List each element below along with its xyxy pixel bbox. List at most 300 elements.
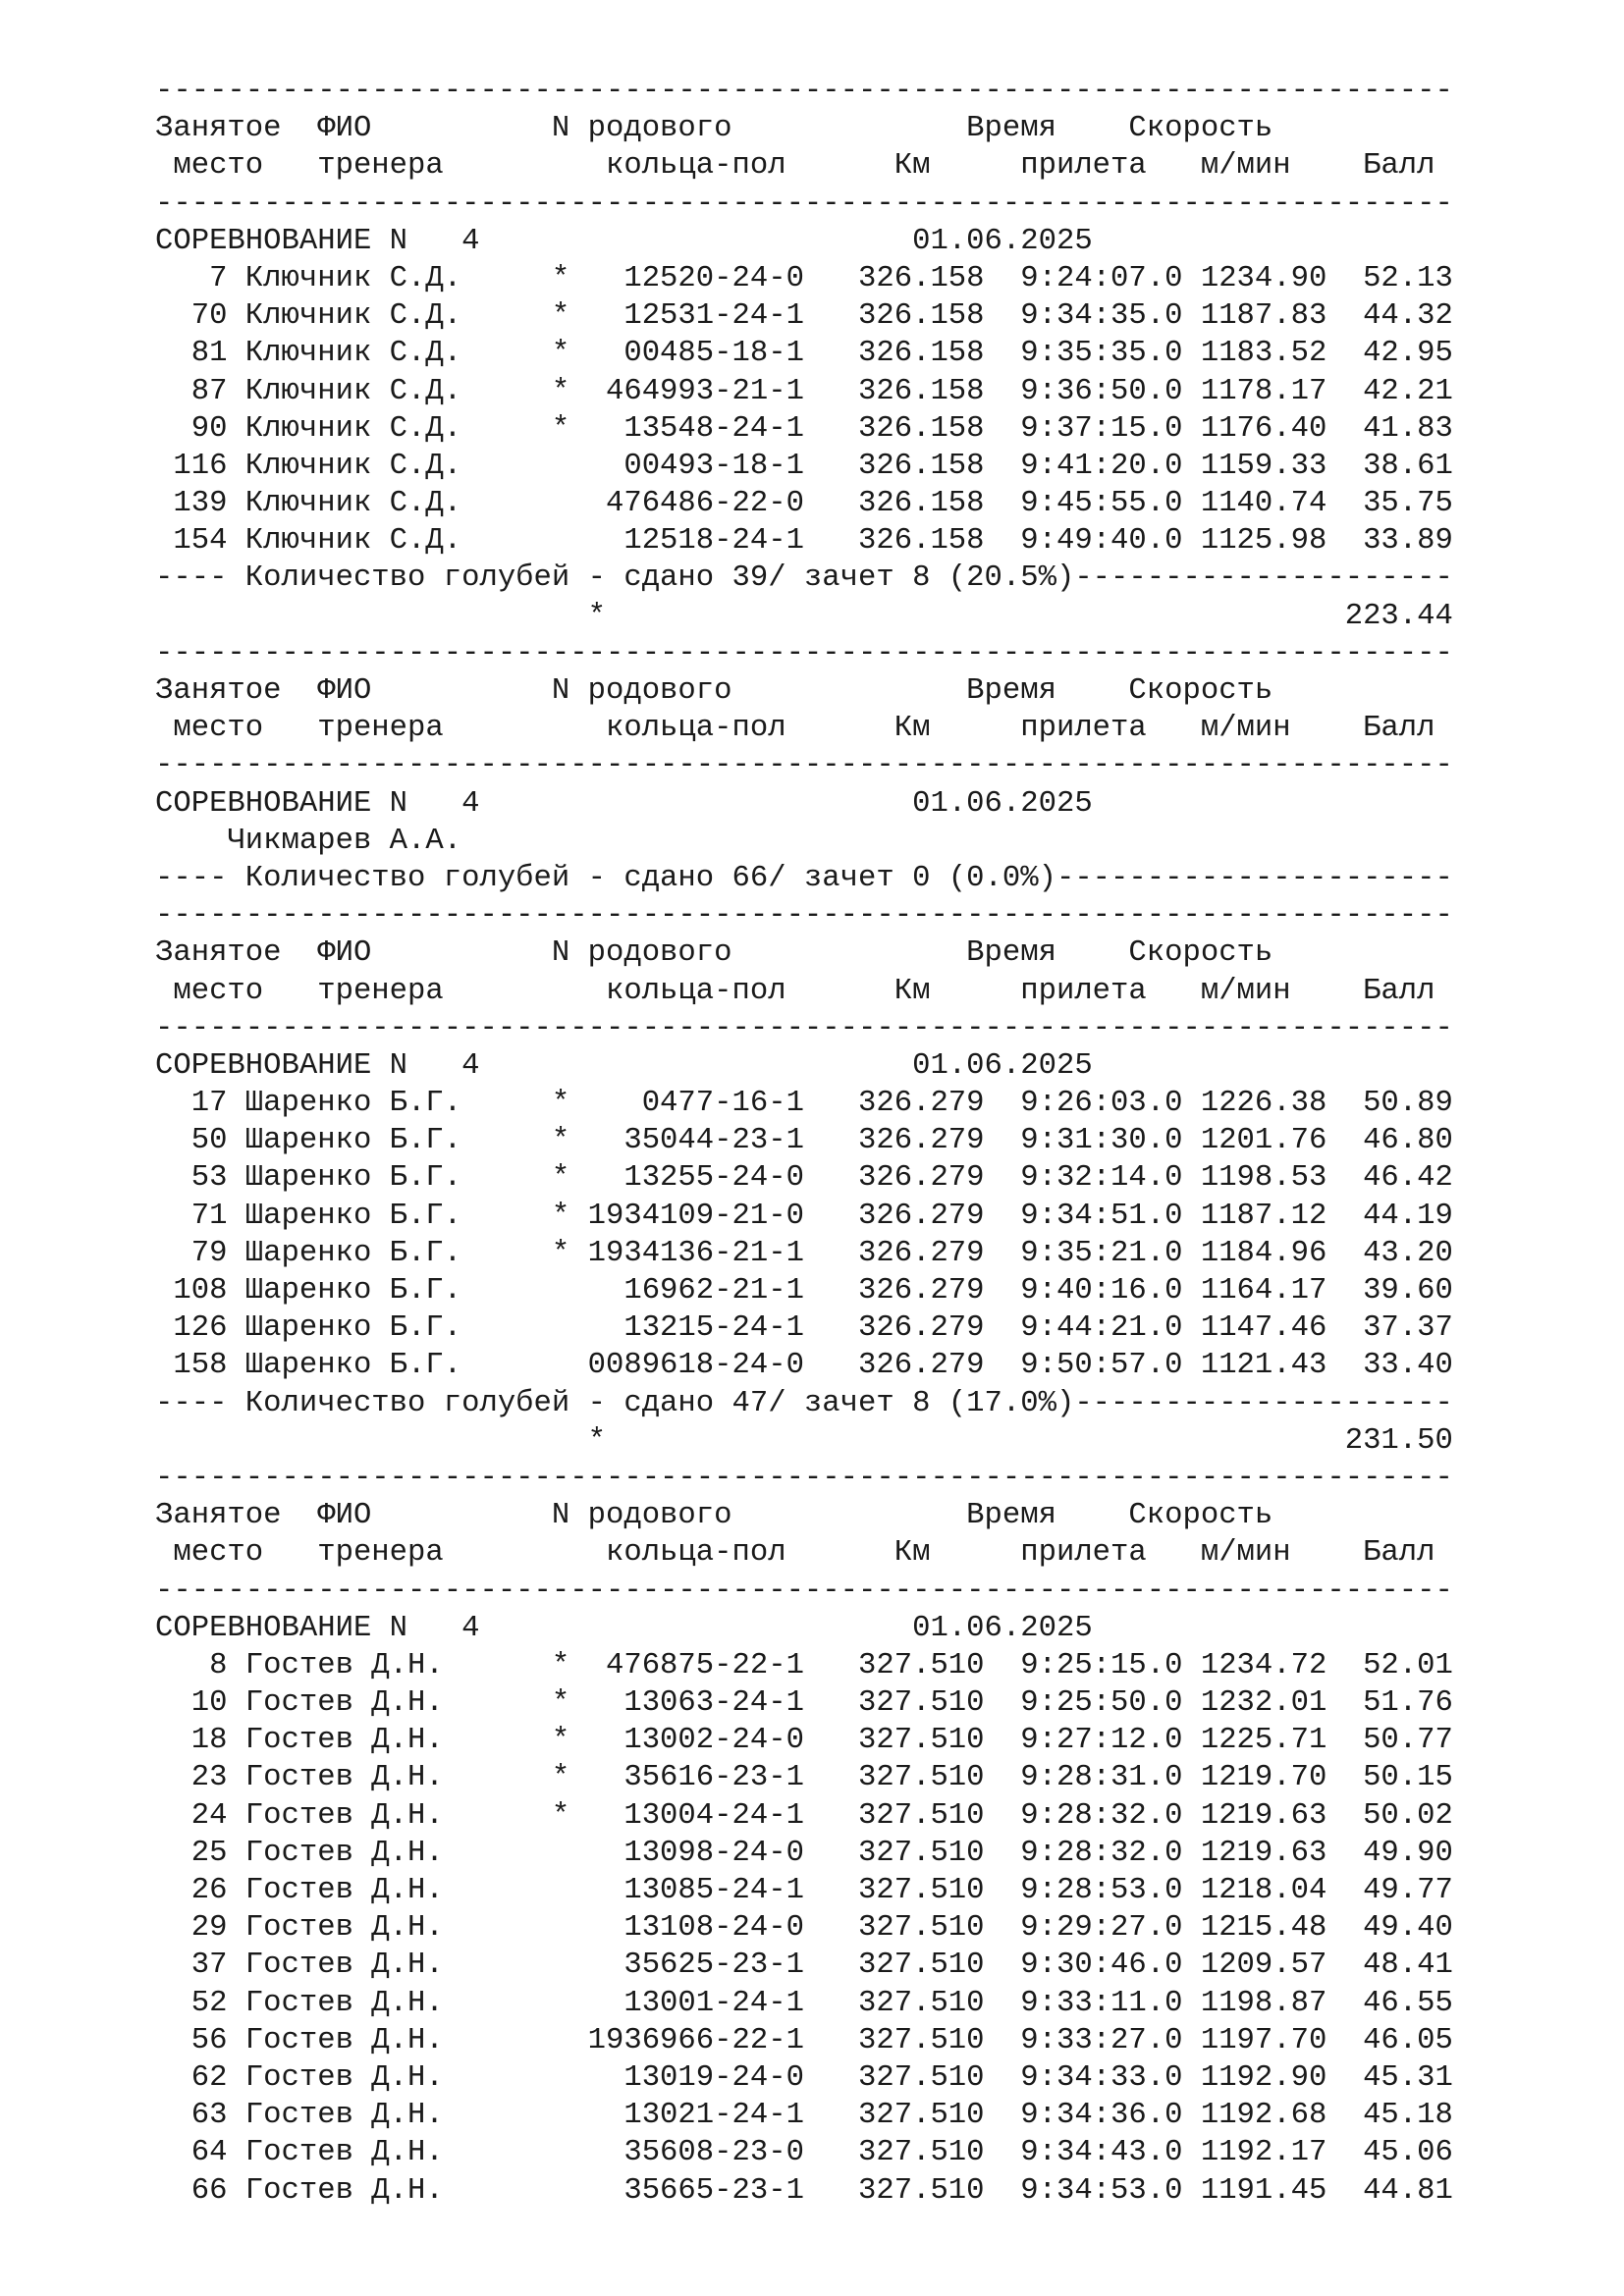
trainer-name: Шаренко Б.Г. xyxy=(244,1199,552,1233)
ring-number: 12520-24-0 xyxy=(569,261,804,295)
table-row xyxy=(155,1347,1589,1384)
header-km: Км xyxy=(893,974,931,1008)
best-mark xyxy=(552,450,569,483)
trainer-name: Ключник С.Д. xyxy=(244,374,552,408)
score: 44.19 xyxy=(1326,1199,1453,1233)
table-row xyxy=(155,1122,1589,1159)
arrival-time: 9:31:30.0 xyxy=(1001,1124,1183,1158)
score: 39.60 xyxy=(1326,1274,1453,1308)
best-mark xyxy=(552,2099,569,2132)
place: 139 xyxy=(155,487,228,521)
arrival-time: 9:35:21.0 xyxy=(1001,1236,1183,1270)
best-mark xyxy=(552,1274,569,1308)
best-mark: * xyxy=(551,299,570,334)
pigeon-count-summary: Количество голубей - сдано 66/ зачет 0 (0.0%) xyxy=(244,861,1056,895)
distance-km: 326.279 xyxy=(803,1274,985,1308)
best-mark xyxy=(552,1837,569,1870)
header-speed-unit: м/мин xyxy=(1200,712,1291,746)
summary-row: ---- Количество голубей - сдано 39/ зачет 8 (20.5%)--------------------- xyxy=(155,561,1453,596)
distance-km: 326.279 xyxy=(803,1199,985,1233)
table-row xyxy=(155,335,1589,372)
total-row xyxy=(155,598,1589,635)
table-row xyxy=(155,1759,1589,1796)
table-header-subrow xyxy=(155,710,1589,747)
arrival-time: 9:36:50.0 xyxy=(1001,374,1183,408)
trainer-name: Чикмарев А.А. xyxy=(227,824,462,858)
place: 56 xyxy=(155,2023,228,2057)
place: 53 xyxy=(155,1161,228,1196)
place: 50 xyxy=(155,1124,228,1158)
competition-row xyxy=(155,785,1589,823)
header-km: Км xyxy=(893,712,931,746)
total-score: 231.50 xyxy=(605,1423,1453,1458)
ring-number: 35665-23-1 xyxy=(569,2173,804,2208)
place: 81 xyxy=(155,337,228,371)
trainer-name: Гостев Д.Н. xyxy=(244,1686,552,1721)
arrival-time: 9:25:50.0 xyxy=(1001,1686,1183,1721)
score: 44.81 xyxy=(1326,2173,1453,2208)
competition-date: 01.06.2025 xyxy=(912,1611,1093,1645)
best-mark xyxy=(552,2061,569,2095)
table-header-row xyxy=(155,672,1589,710)
header-speed: Скорость xyxy=(1128,936,1273,971)
place: 90 xyxy=(155,411,228,446)
distance-km: 326.158 xyxy=(803,337,985,371)
best-mark xyxy=(552,1874,569,1907)
score: 52.01 xyxy=(1326,1648,1453,1682)
arrival-time: 9:30:46.0 xyxy=(1001,1949,1183,1983)
best-mark xyxy=(552,1311,569,1345)
arrival-time: 9:28:53.0 xyxy=(1001,1874,1183,1907)
distance-km: 327.510 xyxy=(803,1874,985,1907)
total-row xyxy=(155,1422,1589,1460)
place: 79 xyxy=(155,1236,228,1270)
header-place-sub: место xyxy=(173,1536,264,1571)
ring-number: 35616-23-1 xyxy=(569,1761,804,1795)
place: 62 xyxy=(155,2060,228,2095)
place: 17 xyxy=(155,1087,228,1121)
ring-number: 35608-23-0 xyxy=(569,2136,804,2170)
trainer-name: Ключник С.Д. xyxy=(244,337,552,371)
best-mark xyxy=(552,524,569,558)
table-row xyxy=(155,1235,1589,1272)
place: 23 xyxy=(155,1761,228,1795)
trainer-name: Гостев Д.Н. xyxy=(244,1648,552,1682)
ring-number: 13108-24-0 xyxy=(569,1911,804,1946)
ring-number: 1934109-21-0 xyxy=(569,1199,804,1233)
arrival-time: 9:34:36.0 xyxy=(1001,2099,1183,2133)
trainer-name: Гостев Д.Н. xyxy=(244,1911,552,1946)
speed: 1191.45 xyxy=(1200,2173,1327,2208)
trainer-name: Ключник С.Д. xyxy=(244,449,552,483)
distance-km: 327.510 xyxy=(803,1986,985,2020)
header-fio: ФИО xyxy=(317,674,372,708)
speed: 1178.17 xyxy=(1200,374,1327,408)
place: 52 xyxy=(155,1986,228,2020)
table-row xyxy=(155,1985,1589,2022)
table-row xyxy=(155,1947,1589,1984)
header-place: Занятое xyxy=(155,1499,282,1533)
table-row xyxy=(155,1684,1589,1722)
trainer-name: Гостев Д.Н. xyxy=(244,1986,552,2020)
score: 46.80 xyxy=(1326,1124,1453,1158)
table-row xyxy=(155,2134,1589,2171)
speed: 1176.40 xyxy=(1200,411,1327,446)
speed: 1125.98 xyxy=(1200,524,1327,559)
table-row xyxy=(155,2059,1589,2097)
trainer-name: Гостев Д.Н. xyxy=(244,1724,552,1758)
speed: 1197.70 xyxy=(1200,2023,1327,2057)
best-mark xyxy=(552,2024,569,2057)
place: 26 xyxy=(155,1874,228,1907)
score: 37.37 xyxy=(1326,1311,1453,1346)
separator-line: ------------------------------------------------------------------------ xyxy=(155,899,1453,934)
trainer-name: Шаренко Б.Г. xyxy=(244,1311,552,1346)
distance-km: 326.158 xyxy=(803,411,985,446)
separator-line: ------------------------------------------------------------------------ xyxy=(155,187,1453,221)
distance-km: 327.510 xyxy=(803,2060,985,2095)
header-speed-unit: м/мин xyxy=(1200,149,1291,184)
header-ring: N родового xyxy=(551,936,732,971)
best-mark: * xyxy=(551,1724,570,1758)
ring-number: 13001-24-1 xyxy=(569,1986,804,2020)
distance-km: 326.158 xyxy=(803,299,985,334)
competition-title: СОРЕВНОВАНИЕ N 4 xyxy=(155,1048,913,1083)
trainer-name: Гостев Д.Н. xyxy=(244,2060,552,2095)
best-mark xyxy=(552,1949,569,1982)
speed: 1183.52 xyxy=(1200,337,1327,371)
header-place: Занятое xyxy=(155,674,282,708)
summary-row: ---- Количество голубей - сдано 47/ зачет 8 (17.0%)--------------------- xyxy=(155,1386,1453,1420)
arrival-time: 9:28:31.0 xyxy=(1001,1761,1183,1795)
header-score: Балл xyxy=(1363,149,1435,184)
separator-line: ------------------------------------------------------------------------ xyxy=(155,749,1453,783)
table-row xyxy=(155,1198,1589,1235)
header-time: Время xyxy=(966,112,1056,146)
speed: 1192.17 xyxy=(1200,2136,1327,2170)
arrival-time: 9:34:51.0 xyxy=(1001,1199,1183,1233)
header-fio: ФИО xyxy=(317,1499,372,1533)
arrival-time: 9:25:15.0 xyxy=(1001,1648,1183,1682)
table-row xyxy=(155,1272,1589,1309)
best-mark: * xyxy=(551,261,570,295)
place: 64 xyxy=(155,2136,228,2170)
header-speed: Скорость xyxy=(1128,1499,1273,1533)
arrival-time: 9:26:03.0 xyxy=(1001,1087,1183,1121)
header-fio-sub: тренера xyxy=(317,712,444,746)
speed: 1225.71 xyxy=(1200,1724,1327,1758)
arrival-time: 9:45:55.0 xyxy=(1001,487,1183,521)
table-header-row xyxy=(155,110,1589,147)
place: 154 xyxy=(155,524,228,559)
table-row xyxy=(155,2172,1589,2210)
best-mark: * xyxy=(551,1199,570,1233)
header-time: Время xyxy=(966,674,1056,708)
ring-number: 13085-24-1 xyxy=(569,1874,804,1907)
score: 46.55 xyxy=(1326,1986,1453,2020)
ring-number: 00485-18-1 xyxy=(569,337,804,371)
best-mark xyxy=(552,1987,569,2020)
distance-km: 327.510 xyxy=(803,1648,985,1682)
ring-number: 00493-18-1 xyxy=(569,449,804,483)
place: 87 xyxy=(155,374,228,408)
speed: 1198.87 xyxy=(1200,1986,1327,2020)
score: 44.32 xyxy=(1326,299,1453,334)
distance-km: 326.158 xyxy=(803,487,985,521)
table-row xyxy=(155,1835,1589,1872)
best-mark xyxy=(552,1911,569,1945)
speed: 1192.68 xyxy=(1200,2099,1327,2133)
results-document xyxy=(155,73,1589,2210)
speed: 1121.43 xyxy=(1200,1349,1327,1383)
distance-km: 327.510 xyxy=(803,1761,985,1795)
score: 50.89 xyxy=(1326,1087,1453,1121)
trainer-name: Шаренко Б.Г. xyxy=(244,1349,552,1383)
ring-number: 13004-24-1 xyxy=(569,1798,804,1833)
score: 49.77 xyxy=(1326,1874,1453,1907)
best-mark xyxy=(552,2136,569,2169)
ring-number: 0089618-24-0 xyxy=(569,1349,804,1383)
header-speed: Скорость xyxy=(1128,112,1273,146)
ring-number: 16962-21-1 xyxy=(569,1274,804,1308)
header-ring: N родового xyxy=(551,1499,732,1533)
arrival-time: 9:41:20.0 xyxy=(1001,449,1183,483)
table-row xyxy=(155,1309,1589,1347)
header-ring-sub: кольца-пол xyxy=(605,149,786,184)
speed: 1232.01 xyxy=(1200,1686,1327,1721)
arrival-time: 9:34:33.0 xyxy=(1001,2060,1183,2095)
header-speed: Скорость xyxy=(1128,674,1273,708)
distance-km: 326.279 xyxy=(803,1236,985,1270)
header-place-sub: место xyxy=(173,712,264,746)
header-place: Занятое xyxy=(155,112,282,146)
speed: 1234.72 xyxy=(1200,1648,1327,1682)
separator-line: ------------------------------------------------------------------------ xyxy=(155,636,1453,670)
arrival-time: 9:27:12.0 xyxy=(1001,1724,1183,1758)
competition-date: 01.06.2025 xyxy=(912,1048,1093,1083)
header-arrival: прилета xyxy=(1020,1536,1147,1571)
ring-number: 12518-24-1 xyxy=(569,524,804,559)
arrival-time: 9:33:27.0 xyxy=(1001,2023,1183,2057)
arrival-time: 9:34:53.0 xyxy=(1001,2173,1183,2208)
trainer-name: Гостев Д.Н. xyxy=(244,2099,552,2133)
table-row xyxy=(155,373,1589,410)
ring-number: 476486-22-0 xyxy=(569,487,804,521)
header-fio-sub: тренера xyxy=(317,1536,444,1571)
trainer-name: Гостев Д.Н. xyxy=(244,2173,552,2208)
header-score: Балл xyxy=(1363,712,1435,746)
score: 45.18 xyxy=(1326,2099,1453,2133)
table-row xyxy=(155,2097,1589,2134)
separator-line: ------------------------------------------------------------------------ xyxy=(155,1011,1453,1045)
trainer-name: Шаренко Б.Г. xyxy=(244,1236,552,1270)
score: 45.06 xyxy=(1326,2136,1453,2170)
best-mark: * xyxy=(551,1648,570,1682)
distance-km: 327.510 xyxy=(803,2099,985,2133)
distance-km: 326.279 xyxy=(803,1349,985,1383)
place: 63 xyxy=(155,2099,228,2133)
trainer-name: Гостев Д.Н. xyxy=(244,1949,552,1983)
arrival-time: 9:24:07.0 xyxy=(1001,261,1183,295)
best-mark: * xyxy=(551,1236,570,1270)
score: 46.05 xyxy=(1326,2023,1453,2057)
place: 8 xyxy=(155,1648,228,1682)
table-row xyxy=(155,1722,1589,1759)
ring-number: 12531-24-1 xyxy=(569,299,804,334)
distance-km: 326.279 xyxy=(803,1124,985,1158)
speed: 1198.53 xyxy=(1200,1161,1327,1196)
header-ring-sub: кольца-пол xyxy=(605,974,786,1008)
place: 158 xyxy=(155,1349,228,1383)
header-km: Км xyxy=(893,149,931,184)
place: 70 xyxy=(155,299,228,334)
header-arrival: прилета xyxy=(1020,149,1147,184)
trainer-name: Гостев Д.Н. xyxy=(244,1874,552,1907)
best-mark: * xyxy=(551,1798,570,1833)
score: 33.89 xyxy=(1326,524,1453,559)
speed: 1219.70 xyxy=(1200,1761,1327,1795)
distance-km: 326.279 xyxy=(803,1161,985,1196)
score: 50.77 xyxy=(1326,1724,1453,1758)
arrival-time: 9:29:27.0 xyxy=(1001,1911,1183,1946)
trainer-name: Шаренко Б.Г. xyxy=(244,1124,552,1158)
speed: 1187.12 xyxy=(1200,1199,1327,1233)
table-row xyxy=(155,260,1589,297)
place: 126 xyxy=(155,1311,228,1346)
header-fio: ФИО xyxy=(317,112,372,146)
arrival-time: 9:28:32.0 xyxy=(1001,1836,1183,1870)
arrival-time: 9:34:35.0 xyxy=(1001,299,1183,334)
place: 24 xyxy=(155,1798,228,1833)
speed: 1219.63 xyxy=(1200,1798,1327,1833)
distance-km: 326.279 xyxy=(803,1311,985,1346)
trainer-name: Гостев Д.Н. xyxy=(244,2136,552,2170)
header-km: Км xyxy=(893,1536,931,1571)
header-ring: N родового xyxy=(551,112,732,146)
score: 50.02 xyxy=(1326,1798,1453,1833)
competition-date: 01.06.2025 xyxy=(912,224,1093,258)
ring-number: 13548-24-1 xyxy=(569,411,804,446)
header-arrival: прилета xyxy=(1020,712,1147,746)
header-score: Балл xyxy=(1363,1536,1435,1571)
speed: 1219.63 xyxy=(1200,1836,1327,1870)
distance-km: 327.510 xyxy=(803,2173,985,2208)
arrival-time: 9:49:40.0 xyxy=(1001,524,1183,559)
table-row xyxy=(155,1159,1589,1197)
place: 37 xyxy=(155,1949,228,1983)
score: 41.83 xyxy=(1326,411,1453,446)
trainer-row xyxy=(155,823,1589,860)
best-mark: * xyxy=(551,1124,570,1158)
pigeon-count-summary: Количество голубей - сдано 39/ зачет 8 (20.5%) xyxy=(244,561,1075,596)
arrival-time: 9:40:16.0 xyxy=(1001,1274,1183,1308)
best-mark: * xyxy=(551,1761,570,1795)
trainer-name: Ключник С.Д. xyxy=(244,299,552,334)
place: 10 xyxy=(155,1686,228,1721)
table-header-row xyxy=(155,1497,1589,1534)
score: 38.61 xyxy=(1326,449,1453,483)
distance-km: 327.510 xyxy=(803,1949,985,1983)
score: 48.41 xyxy=(1326,1949,1453,1983)
score: 42.21 xyxy=(1326,374,1453,408)
trainer-name: Ключник С.Д. xyxy=(244,524,552,559)
score: 49.40 xyxy=(1326,1911,1453,1946)
separator-line: ------------------------------------------------------------------------ xyxy=(155,1574,1453,1608)
arrival-time: 9:35:35.0 xyxy=(1001,337,1183,371)
separator-line: ------------------------------------------------------------------------ xyxy=(155,1461,1453,1495)
place: 7 xyxy=(155,261,228,295)
score: 50.15 xyxy=(1326,1761,1453,1795)
place: 116 xyxy=(155,449,228,483)
distance-km: 326.279 xyxy=(803,1087,985,1121)
table-row xyxy=(155,1909,1589,1947)
distance-km: 327.510 xyxy=(803,1686,985,1721)
best-mark: * xyxy=(551,374,570,408)
header-score: Балл xyxy=(1363,974,1435,1008)
ring-number: 13002-24-0 xyxy=(569,1724,804,1758)
ring-number: 13063-24-1 xyxy=(569,1686,804,1721)
ring-number: 476875-22-1 xyxy=(569,1648,804,1682)
arrival-time: 9:50:57.0 xyxy=(1001,1349,1183,1383)
table-row xyxy=(155,1797,1589,1835)
speed: 1226.38 xyxy=(1200,1087,1327,1121)
best-mark: * xyxy=(551,337,570,371)
ring-number: 35044-23-1 xyxy=(569,1124,804,1158)
header-ring: N родового xyxy=(551,674,732,708)
speed: 1164.17 xyxy=(1200,1274,1327,1308)
trainer-name: Шаренко Б.Г. xyxy=(244,1274,552,1308)
place: 18 xyxy=(155,1724,228,1758)
competition-title: СОРЕВНОВАНИЕ N 4 xyxy=(155,1611,913,1645)
best-mark xyxy=(552,487,569,520)
speed: 1192.90 xyxy=(1200,2060,1327,2095)
place: 71 xyxy=(155,1199,228,1233)
header-fio: ФИО xyxy=(317,936,372,971)
total-score: 223.44 xyxy=(605,599,1453,633)
score: 33.40 xyxy=(1326,1349,1453,1383)
ring-number: 464993-21-1 xyxy=(569,374,804,408)
header-arrival: прилета xyxy=(1020,974,1147,1008)
speed: 1215.48 xyxy=(1200,1911,1327,1946)
header-fio-sub: тренера xyxy=(317,974,444,1008)
score: 52.13 xyxy=(1326,261,1453,295)
table-header-row xyxy=(155,934,1589,972)
table-row xyxy=(155,410,1589,448)
arrival-time: 9:32:14.0 xyxy=(1001,1161,1183,1196)
table-row xyxy=(155,1647,1589,1684)
place: 29 xyxy=(155,1911,228,1946)
score: 49.90 xyxy=(1326,1836,1453,1870)
score: 51.76 xyxy=(1326,1686,1453,1721)
speed: 1209.57 xyxy=(1200,1949,1327,1983)
ring-number: 1934136-21-1 xyxy=(569,1236,804,1270)
header-ring-sub: кольца-пол xyxy=(605,712,786,746)
arrival-time: 9:34:43.0 xyxy=(1001,2136,1183,2170)
header-place-sub: место xyxy=(173,974,264,1008)
ring-number: 13019-24-0 xyxy=(569,2060,804,2095)
table-row xyxy=(155,2022,1589,2059)
ring-number: 13255-24-0 xyxy=(569,1161,804,1196)
table-row xyxy=(155,1872,1589,1909)
score: 45.31 xyxy=(1326,2060,1453,2095)
table-header-subrow xyxy=(155,973,1589,1010)
trainer-name: Гостев Д.Н. xyxy=(244,1761,552,1795)
table-row xyxy=(155,522,1589,560)
trainer-name: Шаренко Б.Г. xyxy=(244,1087,552,1121)
trainer-name: Гостев Д.Н. xyxy=(244,2023,552,2057)
best-mark: * xyxy=(551,1087,570,1121)
ring-number: 13098-24-0 xyxy=(569,1836,804,1870)
